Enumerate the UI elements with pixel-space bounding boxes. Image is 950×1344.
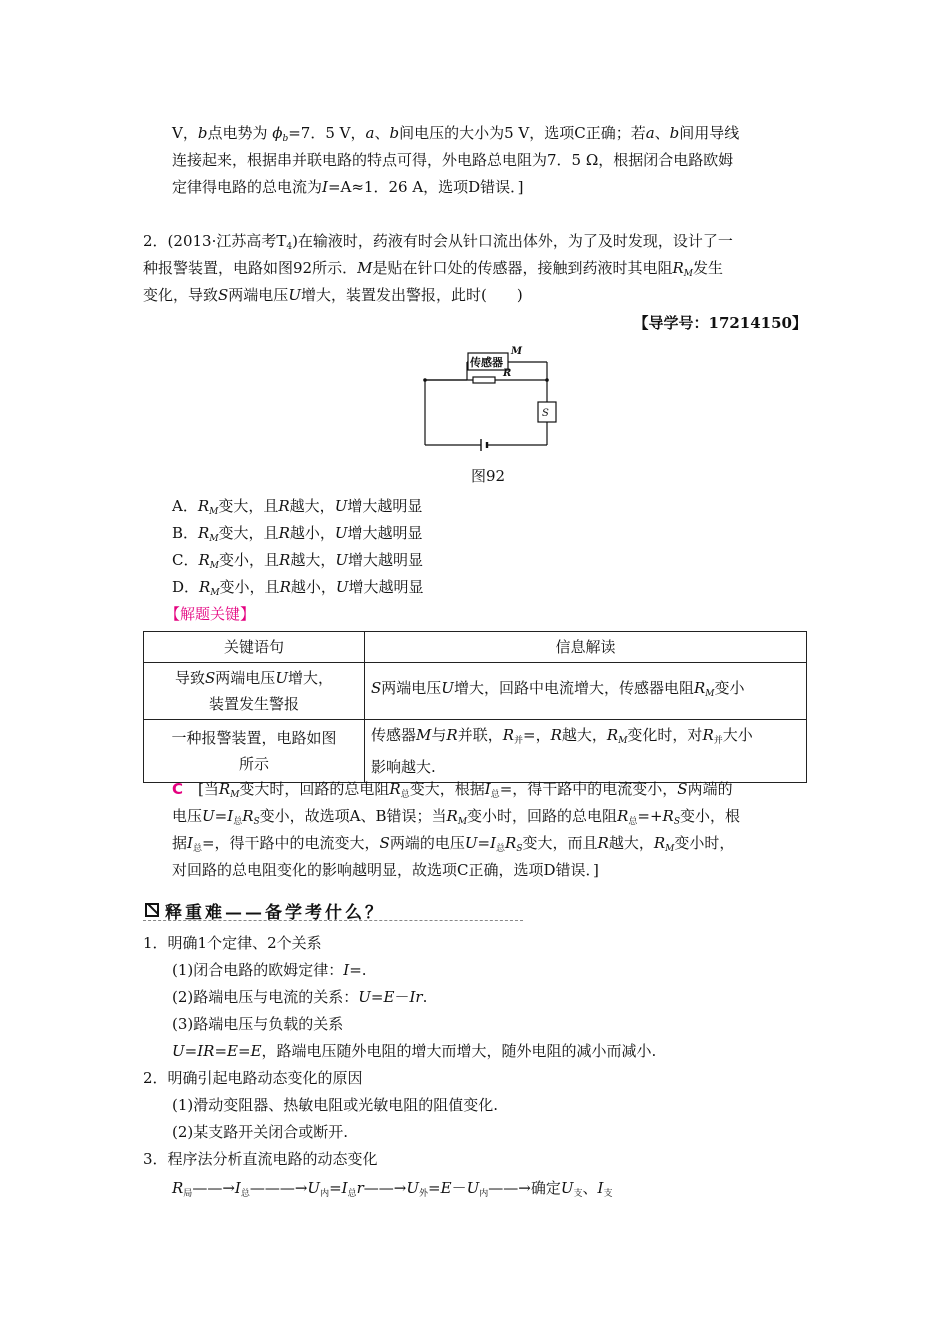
r-label: R <box>503 368 512 379</box>
key-table <box>143 631 807 783</box>
figure-caption: 图92 <box>471 467 506 485</box>
key-title: 【解题关键】 <box>165 605 256 623</box>
s-label: S <box>542 408 549 419</box>
guide-number: 【导学号：17214150】 <box>633 314 807 332</box>
option-b: B．$R_M$变大，且R越小，U增大越明显 <box>172 524 423 544</box>
resistor-r <box>473 377 495 383</box>
point-3-1: $R_局——\to I_总———\to U_内=I_总r——\to U_外=E-U_内——\to$确定$U_支$、$I_支$ <box>172 1179 613 1199</box>
point-3-title: 3．程序法分析直流电路的动态变化 <box>143 1150 378 1168</box>
point-1-1: (1)闭合电路的欧姆定律：I=. <box>172 961 367 979</box>
sensor-label: 传感器 <box>470 356 503 369</box>
point-1-title: 1．明确1个定律、2个关系 <box>143 934 322 952</box>
answer-line-3: 据$I_总=$，得干路中的电流变大，S两端的电压$U=I_总R_S$变大，而且R越大，$R_M$变小时， <box>172 834 735 854</box>
row1-interpretation: S两端电压U增大，回路中电流增大，传感器电阻$R_M$变小 <box>365 663 807 720</box>
prev-answer-line-3: 定律得电路的总电流为I=A≈1．26 A，选项D错误．] <box>172 178 524 196</box>
point-1-2: (2)路端电压与电流的关系：U=E－Ir. <box>172 988 428 1006</box>
table-header-row <box>144 632 807 663</box>
section-icon <box>145 903 159 917</box>
section-header <box>143 898 523 924</box>
option-d: D．$R_M$变小，且R越小，U增大越明显 <box>172 578 424 598</box>
answer-line-1: C [当$R_M$变大时，回路的总电阻$R_总$变大，根据$I_总=$，得干路中的电流变小，S两端的 <box>172 780 733 800</box>
point-2-title: 2．明确引起电路动态变化的原因 <box>143 1069 363 1087</box>
table-row <box>144 663 807 720</box>
prev-answer-line-1: V，b点电势为 $\phi_b=7$．5 V，a、b间电压的大小为5 V，选项C正确；若a、b间用导线 <box>172 124 740 144</box>
point-1-3: (3)路端电压与负载的关系 <box>172 1015 344 1033</box>
point-2-2: (2)某支路开关闭合或断开. <box>172 1123 349 1141</box>
question-line-3: 变化，导致S两端电压U增大，装置发出警报，此时( ) <box>143 286 523 304</box>
answer-line-4: 对回路的总电阻变化的影响越明显，故选项C正确，选项D错误．] <box>172 861 599 879</box>
header-interpretation: 信息解读 <box>365 632 807 663</box>
row2-key-sentence: 一种报警装置，电路如图 所示 <box>144 720 365 783</box>
header-key-sentence: 关键语句 <box>144 632 365 663</box>
prev-answer-line-2: 连接起来，根据串并联电路的特点可得，外电路总电阻为7．5 Ω，根据闭合电路欧姆 <box>172 151 734 169</box>
question-line-2: 种报警装置，电路如图92所示．M是贴在针口处的传感器，接触到药液时其电阻$R_M$发生 <box>143 259 723 279</box>
table-row <box>144 720 807 783</box>
point-2-1: (1)滑动变阻器、热敏电阻或光敏电阻的阻值变化. <box>172 1096 499 1114</box>
circuit-diagram <box>415 344 565 456</box>
answer-line-2: 电压$U=I_总R_S$变小，故选项A、B错误；当$R_M$变小时，回路的总电阻$R_总=+R_S$变小，根 <box>172 807 740 827</box>
option-c: C．$R_M$变小，且R越大，U增大越明显 <box>172 551 423 571</box>
point-1-4: U=IR=E=E，路端电压随外电阻的增大而增大，随外电阻的减小而减小. <box>172 1042 657 1060</box>
question-line-1: 2．(2013·江苏高考$T_4$)在输液时，药液有时会从针口流出体外，为了及时发现，设计了一 <box>143 232 733 252</box>
answer-letter: C <box>172 780 184 798</box>
section-title: 释重难——备学考什么？ <box>165 903 385 923</box>
m-label: M <box>511 346 523 357</box>
row1-key-sentence: 导致S两端电压U增大， 装置发生警报 <box>144 663 365 720</box>
row2-interpretation: 传感器M与R并联，$R_并=$，R越大，$R_M$变化时，对$R_并$大小 影响越大. <box>365 720 807 783</box>
section-divider <box>143 920 523 921</box>
option-a: A．$R_M$变大，且R越大，U增大越明显 <box>172 497 423 517</box>
